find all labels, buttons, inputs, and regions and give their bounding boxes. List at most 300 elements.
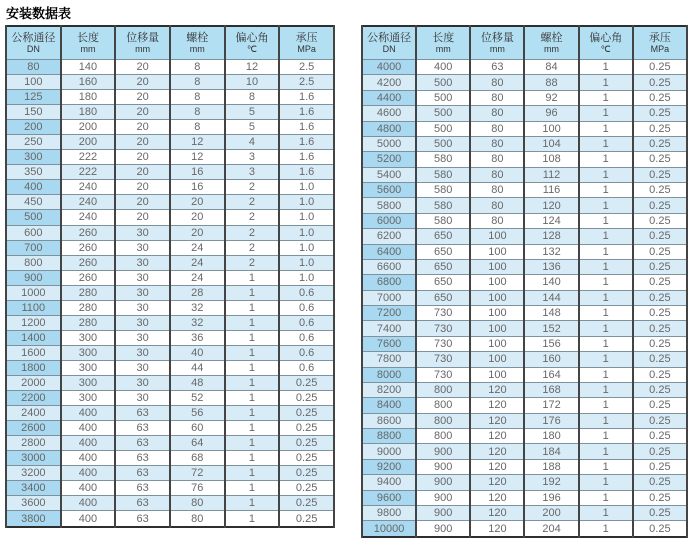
table-row	[362, 60, 687, 75]
data-cell: 2	[225, 255, 280, 270]
data-cell: 1	[225, 466, 280, 481]
table-row	[362, 352, 687, 367]
data-cell: 8	[225, 90, 280, 105]
data-cell: 900	[416, 521, 470, 537]
dn-cell: 2800	[6, 436, 61, 451]
data-cell: 730	[416, 367, 470, 382]
data-cell: 0.25	[279, 511, 334, 527]
data-cell: 20	[115, 195, 170, 210]
data-cell: 300	[61, 375, 116, 390]
data-cell: 580	[416, 213, 470, 228]
data-cell: 156	[524, 336, 578, 351]
data-cell: 80	[470, 75, 524, 90]
table-row	[362, 444, 687, 459]
data-cell: 1	[579, 75, 633, 90]
data-cell: 1	[579, 198, 633, 213]
table-row	[362, 121, 687, 136]
data-cell: 1	[579, 382, 633, 397]
data-cell: 500	[416, 90, 470, 105]
dn-cell: 125	[6, 90, 61, 105]
data-cell: 30	[115, 375, 170, 390]
dn-cell: 250	[6, 135, 61, 150]
data-cell: 20	[115, 150, 170, 165]
data-cell: 12	[170, 135, 225, 150]
data-cell: 0.25	[279, 406, 334, 421]
data-table-right	[361, 25, 688, 538]
table-row	[362, 490, 687, 505]
data-cell: 800	[416, 382, 470, 397]
table-row	[6, 90, 334, 105]
data-cell: 240	[61, 195, 116, 210]
data-cell: 30	[115, 391, 170, 406]
table-row	[6, 60, 334, 75]
table-row	[362, 152, 687, 167]
data-cell: 20	[115, 180, 170, 195]
data-cell: 80	[170, 511, 225, 527]
data-cell: 1	[579, 60, 633, 75]
data-cell: 0.25	[279, 375, 334, 390]
column-label: 承压	[295, 31, 318, 44]
data-cell: 1	[225, 330, 280, 345]
table-row	[6, 466, 334, 481]
table-row	[6, 120, 334, 135]
page-title: 安装数据表	[6, 6, 72, 21]
table-row	[6, 391, 334, 406]
data-cell: 900	[416, 505, 470, 520]
dn-cell: 350	[6, 165, 61, 180]
data-cell: 40	[170, 345, 225, 360]
table-row	[6, 270, 334, 285]
data-cell: 100	[470, 259, 524, 274]
dn-cell: 600	[6, 225, 61, 240]
table-row	[6, 330, 334, 345]
data-cell: 500	[416, 75, 470, 90]
table-body-right	[362, 60, 687, 538]
dn-cell: 450	[6, 195, 61, 210]
table-row	[6, 105, 334, 120]
column-unit: ℃	[600, 44, 611, 55]
data-cell: 900	[416, 459, 470, 474]
data-cell: 68	[170, 451, 225, 466]
column-label: 公称通径	[367, 31, 412, 44]
data-cell: 1	[225, 360, 280, 375]
data-cell: 1.0	[279, 180, 334, 195]
dn-cell: 1600	[6, 345, 61, 360]
table-row	[362, 321, 687, 336]
column-label: 长度	[432, 31, 455, 44]
data-cell: 1.6	[279, 90, 334, 105]
data-cell: 260	[61, 255, 116, 270]
data-cell: 0.25	[279, 481, 334, 496]
table-row	[362, 306, 687, 321]
table-row	[362, 244, 687, 259]
table-row	[6, 375, 334, 390]
data-cell: 0.6	[279, 315, 334, 330]
data-cell: 30	[115, 345, 170, 360]
column-label: 位移量	[480, 31, 514, 44]
column-header-mm	[470, 26, 524, 60]
data-cell: 280	[61, 285, 116, 300]
data-cell: 192	[524, 475, 578, 490]
data-cell: 72	[170, 466, 225, 481]
column-unit: MPa	[297, 44, 316, 55]
data-cell: 222	[61, 165, 116, 180]
data-cell: 1	[579, 413, 633, 428]
dn-cell: 6600	[362, 259, 416, 274]
data-cell: 1	[579, 398, 633, 413]
data-cell: 1.0	[279, 255, 334, 270]
data-cell: 0.25	[633, 459, 687, 474]
data-cell: 44	[170, 360, 225, 375]
data-cell: 580	[416, 167, 470, 182]
data-cell: 1	[225, 345, 280, 360]
data-cell: 8	[170, 90, 225, 105]
table-row	[6, 135, 334, 150]
table-row	[362, 75, 687, 90]
data-cell: 1	[579, 213, 633, 228]
data-cell: 650	[416, 244, 470, 259]
column-label: 螺栓	[540, 31, 563, 44]
data-cell: 120	[524, 198, 578, 213]
data-cell: 900	[416, 490, 470, 505]
data-cell: 3	[225, 150, 280, 165]
table-row	[6, 421, 334, 436]
data-cell: 0.25	[633, 290, 687, 305]
table-row	[362, 136, 687, 151]
data-cell: 20	[170, 210, 225, 225]
data-cell: 1	[579, 90, 633, 105]
column-header-dn	[6, 26, 61, 60]
data-cell: 140	[524, 275, 578, 290]
data-cell: 24	[170, 270, 225, 285]
dn-cell: 700	[6, 240, 61, 255]
dn-cell: 6200	[362, 229, 416, 244]
table-row	[6, 496, 334, 511]
data-cell: 120	[470, 429, 524, 444]
data-cell: 0.25	[633, 136, 687, 151]
data-cell: 0.25	[633, 152, 687, 167]
column-header-mm	[115, 26, 170, 60]
data-cell: 580	[416, 198, 470, 213]
data-cell: 580	[416, 183, 470, 198]
data-cell: 30	[115, 270, 170, 285]
data-cell: 100	[470, 290, 524, 305]
data-cell: 20	[115, 105, 170, 120]
data-cell: 0.25	[633, 490, 687, 505]
dn-cell: 7400	[362, 321, 416, 336]
table-row	[6, 240, 334, 255]
table-row	[6, 451, 334, 466]
data-cell: 1	[579, 352, 633, 367]
data-cell: 650	[416, 229, 470, 244]
column-label: 偏心角	[235, 31, 269, 44]
table-row	[6, 436, 334, 451]
header-row	[6, 26, 334, 60]
install-data-table-right	[361, 25, 688, 538]
data-cell: 400	[61, 406, 116, 421]
data-cell: 112	[524, 167, 578, 182]
table-row	[362, 521, 687, 537]
dn-cell: 300	[6, 150, 61, 165]
dn-cell: 2000	[6, 375, 61, 390]
data-cell: 400	[61, 466, 116, 481]
data-cell: 180	[524, 429, 578, 444]
data-cell: 0.25	[279, 466, 334, 481]
table-row	[362, 275, 687, 290]
table-row	[6, 210, 334, 225]
data-cell: 80	[470, 167, 524, 182]
data-cell: 120	[470, 475, 524, 490]
table-row	[362, 459, 687, 474]
data-cell: 400	[416, 60, 470, 75]
data-table-left	[5, 25, 335, 528]
data-cell: 92	[524, 90, 578, 105]
data-cell: 1	[579, 183, 633, 198]
data-cell: 4	[225, 135, 280, 150]
data-cell: 0.6	[279, 330, 334, 345]
data-cell: 128	[524, 229, 578, 244]
data-cell: 2	[225, 180, 280, 195]
data-cell: 650	[416, 290, 470, 305]
column-label: 长度	[76, 31, 99, 44]
data-cell: 196	[524, 490, 578, 505]
data-cell: 260	[61, 270, 116, 285]
data-cell: 0.25	[633, 398, 687, 413]
data-cell: 1	[579, 367, 633, 382]
data-cell: 56	[170, 406, 225, 421]
column-unit: mm	[135, 44, 151, 55]
table-row	[362, 259, 687, 274]
data-cell: 120	[470, 382, 524, 397]
dn-cell: 400	[6, 180, 61, 195]
data-cell: 8	[170, 75, 225, 90]
table-row	[6, 255, 334, 270]
data-cell: 0.25	[633, 60, 687, 75]
data-cell: 222	[61, 150, 116, 165]
column-header-mm	[524, 26, 578, 60]
data-cell: 1	[579, 306, 633, 321]
data-cell: 168	[524, 382, 578, 397]
data-cell: 100	[470, 352, 524, 367]
data-cell: 30	[115, 360, 170, 375]
dn-cell: 8400	[362, 398, 416, 413]
data-cell: 63	[115, 406, 170, 421]
dn-cell: 3200	[6, 466, 61, 481]
data-cell: 80	[470, 106, 524, 121]
column-unit: mm	[80, 44, 96, 55]
header-row	[362, 26, 687, 60]
column-label: 位移量	[126, 31, 160, 44]
data-cell: 0.25	[633, 183, 687, 198]
data-cell: 0.25	[633, 352, 687, 367]
data-cell: 300	[61, 345, 116, 360]
dn-cell: 6000	[362, 213, 416, 228]
data-cell: 1	[579, 490, 633, 505]
dn-cell: 7800	[362, 352, 416, 367]
data-cell: 120	[470, 459, 524, 474]
data-cell: 30	[115, 255, 170, 270]
data-cell: 140	[61, 60, 116, 75]
column-header-mm	[416, 26, 470, 60]
data-cell: 0.25	[279, 391, 334, 406]
data-cell: 0.6	[279, 285, 334, 300]
table-row	[6, 300, 334, 315]
data-cell: 730	[416, 306, 470, 321]
column-header-dn	[362, 26, 416, 60]
data-cell: 96	[524, 106, 578, 121]
data-cell: 1	[225, 496, 280, 511]
data-cell: 1	[579, 321, 633, 336]
column-label: 公称通径	[11, 31, 56, 44]
data-cell: 28	[170, 285, 225, 300]
data-cell: 24	[170, 240, 225, 255]
column-header-mpa	[633, 26, 687, 60]
data-cell: 800	[416, 429, 470, 444]
data-cell: 80	[470, 121, 524, 136]
table-row	[6, 360, 334, 375]
data-cell: 650	[416, 259, 470, 274]
data-cell: 500	[416, 106, 470, 121]
data-cell: 200	[61, 135, 116, 150]
data-cell: 1	[579, 275, 633, 290]
data-cell: 1	[225, 511, 280, 527]
table-row	[362, 213, 687, 228]
data-cell: 84	[524, 60, 578, 75]
dn-cell: 2400	[6, 406, 61, 421]
data-cell: 204	[524, 521, 578, 537]
data-cell: 800	[416, 413, 470, 428]
data-cell: 1	[225, 436, 280, 451]
dn-cell: 9000	[362, 444, 416, 459]
column-unit: mm	[544, 44, 560, 55]
data-cell: 0.25	[633, 198, 687, 213]
data-cell: 80	[470, 152, 524, 167]
dn-cell: 1200	[6, 315, 61, 330]
data-cell: 100	[470, 229, 524, 244]
table-row	[362, 290, 687, 305]
table-row	[362, 475, 687, 490]
data-cell: 100	[470, 321, 524, 336]
data-cell: 1.0	[279, 270, 334, 285]
data-cell: 80	[470, 90, 524, 105]
table-header-row-left	[6, 26, 334, 60]
dn-cell: 9600	[362, 490, 416, 505]
data-cell: 164	[524, 367, 578, 382]
data-cell: 0.25	[633, 413, 687, 428]
column-header-℃	[579, 26, 633, 60]
data-cell: 200	[524, 505, 578, 520]
dn-cell: 80	[6, 60, 61, 75]
column-unit: MPa	[650, 44, 670, 55]
data-cell: 1	[579, 429, 633, 444]
dn-cell: 9800	[362, 505, 416, 520]
dn-cell: 800	[6, 255, 61, 270]
dn-cell: 5400	[362, 167, 416, 182]
data-cell: 500	[416, 121, 470, 136]
data-cell: 32	[170, 315, 225, 330]
data-cell: 1.0	[279, 225, 334, 240]
data-cell: 2	[225, 210, 280, 225]
data-cell: 1	[579, 505, 633, 520]
dn-cell: 100	[6, 75, 61, 90]
dn-cell: 4600	[362, 106, 416, 121]
data-cell: 0.25	[633, 75, 687, 90]
data-cell: 0.25	[279, 496, 334, 511]
data-cell: 16	[170, 180, 225, 195]
data-cell: 132	[524, 244, 578, 259]
data-cell: 0.25	[633, 121, 687, 136]
data-cell: 120	[470, 490, 524, 505]
data-cell: 0.25	[633, 521, 687, 537]
table-row	[6, 406, 334, 421]
dn-cell: 3000	[6, 451, 61, 466]
table-row	[6, 195, 334, 210]
data-cell: 60	[170, 421, 225, 436]
table-row	[362, 413, 687, 428]
data-cell: 30	[115, 285, 170, 300]
dn-cell: 7600	[362, 336, 416, 351]
data-cell: 1.6	[279, 120, 334, 135]
data-cell: 1	[225, 300, 280, 315]
dn-cell: 8200	[362, 382, 416, 397]
dn-cell: 2600	[6, 421, 61, 436]
data-cell: 20	[115, 60, 170, 75]
data-cell: 5	[225, 105, 280, 120]
dn-cell: 8600	[362, 413, 416, 428]
data-cell: 1.0	[279, 210, 334, 225]
data-cell: 0.25	[279, 421, 334, 436]
column-unit: ℃	[246, 44, 257, 55]
dn-cell: 1100	[6, 300, 61, 315]
data-cell: 400	[61, 481, 116, 496]
data-cell: 1	[579, 106, 633, 121]
data-cell: 400	[61, 451, 116, 466]
dn-cell: 9400	[362, 475, 416, 490]
data-cell: 20	[115, 90, 170, 105]
dn-cell: 900	[6, 270, 61, 285]
table-body-left	[6, 60, 334, 528]
data-cell: 280	[61, 315, 116, 330]
data-cell: 63	[470, 60, 524, 75]
data-cell: 30	[115, 300, 170, 315]
data-cell: 300	[61, 330, 116, 345]
data-cell: 100	[470, 336, 524, 351]
data-cell: 10	[225, 75, 280, 90]
data-cell: 52	[170, 391, 225, 406]
data-cell: 1.6	[279, 135, 334, 150]
table-row	[6, 315, 334, 330]
data-cell: 1	[225, 315, 280, 330]
data-cell: 20	[115, 165, 170, 180]
data-cell: 730	[416, 321, 470, 336]
table-row	[362, 429, 687, 444]
table-row	[6, 75, 334, 90]
dn-cell: 3600	[6, 496, 61, 511]
data-cell: 1	[579, 244, 633, 259]
data-cell: 120	[470, 521, 524, 537]
data-cell: 0.25	[633, 475, 687, 490]
column-label: 偏心角	[589, 31, 623, 44]
data-cell: 580	[416, 152, 470, 167]
dn-cell: 5600	[362, 183, 416, 198]
column-unit: DN	[382, 44, 396, 55]
data-cell: 0.6	[279, 360, 334, 375]
column-unit: mm	[489, 44, 505, 55]
table-row	[6, 150, 334, 165]
data-cell: 400	[61, 496, 116, 511]
dn-cell: 7000	[362, 290, 416, 305]
data-cell: 80	[470, 213, 524, 228]
